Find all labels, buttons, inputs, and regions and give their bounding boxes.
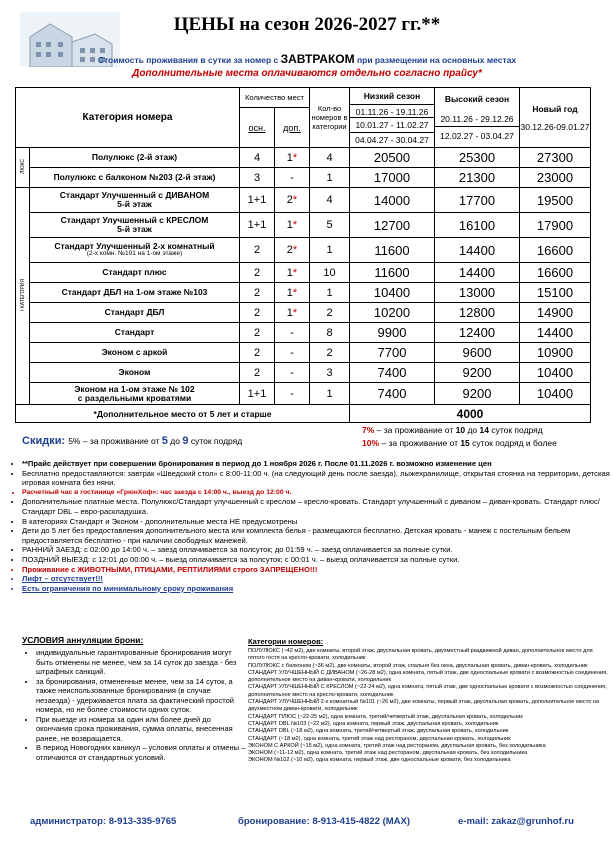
- price-low: 9900: [350, 323, 435, 343]
- price-high: 25300: [435, 148, 520, 168]
- room-name: Эконом на 1-ом этаже № 102 с раздельными кроватями: [30, 383, 240, 405]
- price-table: [15, 87, 591, 423]
- room-name: Стандарт ДБЛ на 1-ом этаже №103: [30, 283, 240, 303]
- extra-places: 1*: [275, 263, 310, 283]
- room-name: Эконом с аркой: [30, 343, 240, 363]
- room-name: Полулюкс с балконом №203 (2-й этаж): [30, 168, 240, 188]
- price-high: 21300: [435, 168, 520, 188]
- group-first-category: I КАТЕГОРИЯ: [16, 188, 30, 405]
- header-extra: доп.: [275, 108, 310, 148]
- category-item: ЭКОНОМ №102 (~10 м2), одна комната, первый этаж, две односпальные кровати, без холодильника: [248, 757, 511, 764]
- price-new-year: 17900: [520, 213, 591, 238]
- condition-item: • индивидуальные гарантированные бронирования могут быть отменены не менее, чем за 14 суток до заезда - без штрафных санкций.: [36, 648, 246, 677]
- price-new-year: 27300: [520, 148, 591, 168]
- category-item: СТАНДАРТ УЛУЧШЕННЫЙ С ДИВАНОМ (~26-28 м2), одна комната, пятый этаж, две односпальные кровати с возможностью соединения, дополнительное место на диван-кровати, холодильник: [248, 669, 608, 684]
- group-lux: ЛЮКС: [16, 148, 30, 188]
- extra-bed-label: *Дополнительное место от 5 лет и старше: [16, 405, 350, 423]
- price-high: 9600: [435, 343, 520, 363]
- note-item: • Бесплатно предоставляются: завтрак «Шведский стол» с 8:00-11:00 ч. (на следующий день после заезда), лыжехранилище, открытая стоянка на территории, детская игровая комната без няни.: [22, 469, 614, 488]
- main-places: 4: [240, 148, 275, 168]
- extra-places: -: [275, 323, 310, 343]
- room-name: Эконом: [30, 363, 240, 383]
- condition-item: • В период Новогодних каникул – условия оплаты и отмены – отличаются от стандартных условий.: [36, 743, 246, 762]
- price-low: 17000: [350, 168, 435, 188]
- price-high: 13000: [435, 283, 520, 303]
- price-high: 12800: [435, 303, 520, 323]
- room-name: Стандарт Улучшенный с КРЕСЛОМ 5-й этаж: [30, 213, 240, 238]
- extra-bed-row: [16, 405, 591, 423]
- price-row: [16, 323, 591, 343]
- price-row: [16, 213, 591, 238]
- extra-places: 1*: [275, 303, 310, 323]
- header-high-season: Высокий сезон 20.11.26 - 29.12.26 12.02.27 - 03.04.27: [435, 88, 520, 148]
- note-item: • В категориях Стандарт и Эконом - дополнительные места НЕ предусмотрены: [22, 517, 614, 527]
- price-low: 7400: [350, 363, 435, 383]
- room-name: Стандарт плюс: [30, 263, 240, 283]
- price-low: 10200: [350, 303, 435, 323]
- note-item: • Расчетный час в гостинице «ГрюнХоф»: час заезда с 14:00 ч., выезд до 12:00 ч.: [22, 488, 614, 498]
- note-item: • ПОЗДНИЙ ВЫЕЗД: с 12:01 до 00:00 ч. – выезд оплачивается за полсуток; с 00:01 ч. – выезд оплачивается за полные сутки.: [22, 555, 614, 565]
- room-count: 1: [310, 283, 350, 303]
- price-low: 11600: [350, 238, 435, 263]
- category-item: ПОЛУЛЮКС с балконом (~36 м2), две комнаты, второй этаж, спальня без окна, двуспальная кровать, диван-кровать, холодильник: [248, 662, 588, 669]
- note-item: • Лифт – отсутствует!!!: [22, 574, 614, 584]
- price-high: 14400: [435, 238, 520, 263]
- extra-bed-price: 4000: [350, 405, 591, 423]
- price-low: 11600: [350, 263, 435, 283]
- cancellation-list: [22, 648, 246, 762]
- room-count: 1: [310, 383, 350, 405]
- price-high: 17700: [435, 188, 520, 213]
- price-row: [16, 263, 591, 283]
- price-row: [16, 363, 591, 383]
- extra-places: -: [275, 383, 310, 405]
- header-places: Количество мест: [240, 88, 310, 108]
- price-new-year: 19500: [520, 188, 591, 213]
- room-count: 10: [310, 263, 350, 283]
- price-new-year: 15100: [520, 283, 591, 303]
- condition-item: • за бронирования, отмененные менее, чем за 14 суток, а также неиспользованные бронирования (в случае незаезда) - удерживается плата за фактический простой номера, но не более стоимости одних суток.: [36, 677, 246, 715]
- price-subtitle: Стоимость проживания в сутки за номер с ЗАВТРАКОМ при размещении на основных местах: [97, 52, 517, 66]
- price-row: [16, 383, 591, 405]
- extra-places: 1*: [275, 148, 310, 168]
- room-count: 2: [310, 303, 350, 323]
- main-places: 2: [240, 238, 275, 263]
- room-count: 4: [310, 188, 350, 213]
- discount-10: 10% – за проживание от 15 суток подряд и более: [362, 438, 557, 448]
- extra-places: -: [275, 363, 310, 383]
- booking-phone[interactable]: бронирование: 8-913-415-4822 (MAX): [238, 816, 411, 827]
- price-high: 16100: [435, 213, 520, 238]
- main-places: 1+1: [240, 213, 275, 238]
- price-high: 9200: [435, 363, 520, 383]
- main-places: 2: [240, 363, 275, 383]
- category-item: СТАНДАРТ УЛУЧШЕННЫЙ 2-х комнатный №101 (~26 м2), две комнаты, первый этаж, двуспальная кровать, дополнительное место на двухместном диван-кровати, холодильник: [248, 699, 600, 713]
- room-count: 8: [310, 323, 350, 343]
- price-new-year: 10400: [520, 363, 591, 383]
- note-item: • Проживание с ЖИВОТНЫМИ, ПТИЦАМИ, РЕПТИЛИЯМИ строго ЗАПРЕЩЕНО!!!: [22, 565, 614, 575]
- room-count: 3: [310, 363, 350, 383]
- price-low: 12700: [350, 213, 435, 238]
- extra-places: -: [275, 343, 310, 363]
- header-low-season: Низкий сезон 01.11.26 - 19.11.26 10.01.27 - 11.02.27 04.04.27 - 30.04.27: [350, 88, 435, 148]
- room-name: Стандарт ДБЛ: [30, 303, 240, 323]
- main-places: 2: [240, 303, 275, 323]
- extra-places-note: Дополнительные места оплачиваются отдельно согласно прайсу*: [132, 68, 482, 79]
- category-item: ПОЛУЛЮКС (~42 м2), две комнаты, второй этаж, двуспальная кровать, двухместный раздвижной диван, дополнительное место для пятого гостя на кресло-кровати, холодильник: [248, 648, 593, 662]
- main-places: 2: [240, 343, 275, 363]
- price-new-year: 23000: [520, 168, 591, 188]
- note-item: • Дети до 5 лет без предоставления дополнительного места или комплекта белья - размещаются бесплатно. Детская кровать - манеж с постельным бельем предоставляется бесплатно - при наличии свободных манежей.: [22, 526, 614, 545]
- room-count: 2: [310, 343, 350, 363]
- extra-places: 1*: [275, 283, 310, 303]
- main-places: 2: [240, 263, 275, 283]
- price-high: 12400: [435, 323, 520, 343]
- price-row: [16, 303, 591, 323]
- price-low: 20500: [350, 148, 435, 168]
- price-row: [16, 148, 591, 168]
- main-places: 2: [240, 323, 275, 343]
- price-row: [16, 168, 591, 188]
- extra-places: 2*: [275, 188, 310, 213]
- extra-places: 1*: [275, 213, 310, 238]
- note-item: • РАННИЙ ЗАЕЗД: с 02:00 до 14:00 ч. – заезд оплачивается за полсуток; до 01:59 ч. – заезд оплачивается за полные сутки.: [22, 545, 614, 555]
- price-new-year: 14400: [520, 323, 591, 343]
- price-low: 14000: [350, 188, 435, 213]
- note-item: • Есть ограничения по минимальному сроку проживания: [22, 584, 614, 594]
- room-count: 5: [310, 213, 350, 238]
- categories-title: Категории номеров:: [248, 637, 324, 646]
- main-places: 2: [240, 283, 275, 303]
- condition-item: • При выезде из номера за один или более дней до окончания срока проживания, сумма оплаты, внесенная ранее, не возвращается.: [36, 715, 246, 744]
- price-new-year: 10900: [520, 343, 591, 363]
- price-high: 14400: [435, 263, 520, 283]
- main-places: 1+1: [240, 383, 275, 405]
- room-name: Стандарт: [30, 323, 240, 343]
- breakfast-label: ЗАВТРАКОМ: [280, 52, 355, 66]
- price-low: 7700: [350, 343, 435, 363]
- discounts-label: Скидки: 5% – за проживание от 5 до 9 суток подряд: [22, 435, 243, 447]
- header-main: осн.: [240, 108, 275, 148]
- room-name: Полулюкс (2-й этаж): [30, 148, 240, 168]
- category-item: СТАНДАРТ DBL (~18 м2), одна комната, третий/четвертый этаж, двуспальная кровать, холодильник: [248, 728, 509, 735]
- note-item: • **Прайс действует при совершении бронирования в период до 1 ноября 2026 г. После 01.11.2026 г. возможно изменение цен: [22, 459, 614, 469]
- header-new-year: Новый год 30.12.26-09.01.27: [520, 88, 591, 148]
- price-row: [16, 283, 591, 303]
- price-row: [16, 238, 591, 263]
- notes-list: [8, 459, 614, 593]
- price-row: [16, 343, 591, 363]
- discount-7: 7% – за проживание от 10 до 14 суток подряд: [362, 425, 543, 435]
- price-low: 10400: [350, 283, 435, 303]
- header-category: Категория номера: [16, 88, 240, 148]
- category-item: СТАНДАРТ DBL №103 (~22 м2), одна комната, первый этаж, двуспальная кровать, холодильник: [248, 720, 499, 727]
- price-new-year: 16600: [520, 238, 591, 263]
- header-rooms: Кол-во номеров в категории: [310, 88, 350, 148]
- admin-phone[interactable]: администратор: 8-913-335-9765: [30, 816, 177, 827]
- note-item: • Дополнительные платные места. Полулюкс/Стандарт улучшенный с креслом – кресло-кровать. Стандарт улучшенный с диваном – диван-кровать. Стандарт плюс/Стандарт DBL – евро-раскладушка.: [22, 497, 614, 516]
- categories-list: [248, 648, 608, 765]
- category-item: ЭКОНОМ С АРКОЙ (~15 м2), одна комната, третий этаж над рестораном, двуспальная кровать, без холодильника: [248, 742, 546, 749]
- room-name: Стандарт Улучшенный с ДИВАНОМ 5-й этаж: [30, 188, 240, 213]
- price-new-year: 14900: [520, 303, 591, 323]
- email-link[interactable]: e-mail: zakaz@grunhof.ru: [458, 816, 574, 827]
- page-title: ЦЕНЫ на сезон 2026-2027 гг.**: [173, 14, 441, 35]
- extra-places: -: [275, 168, 310, 188]
- extra-places: 2*: [275, 238, 310, 263]
- category-item: СТАНДАРТ ПЛЮС (~22-25 м2), одна комната, третий/четвертый этаж, двуспальная кровать, холодильник: [248, 713, 523, 720]
- price-new-year: 16600: [520, 263, 591, 283]
- room-name: Стандарт Улучшенный 2-х комнатный (2-х комн. №101 на 1-ом этаже): [30, 238, 240, 263]
- price-high: 9200: [435, 383, 520, 405]
- main-places: 1+1: [240, 188, 275, 213]
- category-item: СТАНДАРТ УЛУЧШЕННЫЙ С КРЕСЛОМ (~22-24 м2), одна комната, пятый этаж, две односпальные кровати с возможностью соединения, дополнительное место на кресло-кровати, холодильник: [248, 684, 607, 698]
- room-count: 4: [310, 148, 350, 168]
- category-item: ЭКОНОМ (~11-12 м2), одна комната, третий этаж над рестораном, двуспальная кровать, без холодильника: [248, 750, 528, 757]
- cancellation-title: УСЛОВИЯ аннуляции брони:: [22, 635, 144, 645]
- room-count: 1: [310, 168, 350, 188]
- category-item: СТАНДАРТ (~18 м2), одна комната, третий этаж над рестораном, двуспальная кровать, холодильник: [248, 735, 511, 742]
- price-row: [16, 188, 591, 213]
- price-new-year: 10400: [520, 383, 591, 405]
- room-count: 1: [310, 238, 350, 263]
- main-places: 3: [240, 168, 275, 188]
- price-low: 7400: [350, 383, 435, 405]
